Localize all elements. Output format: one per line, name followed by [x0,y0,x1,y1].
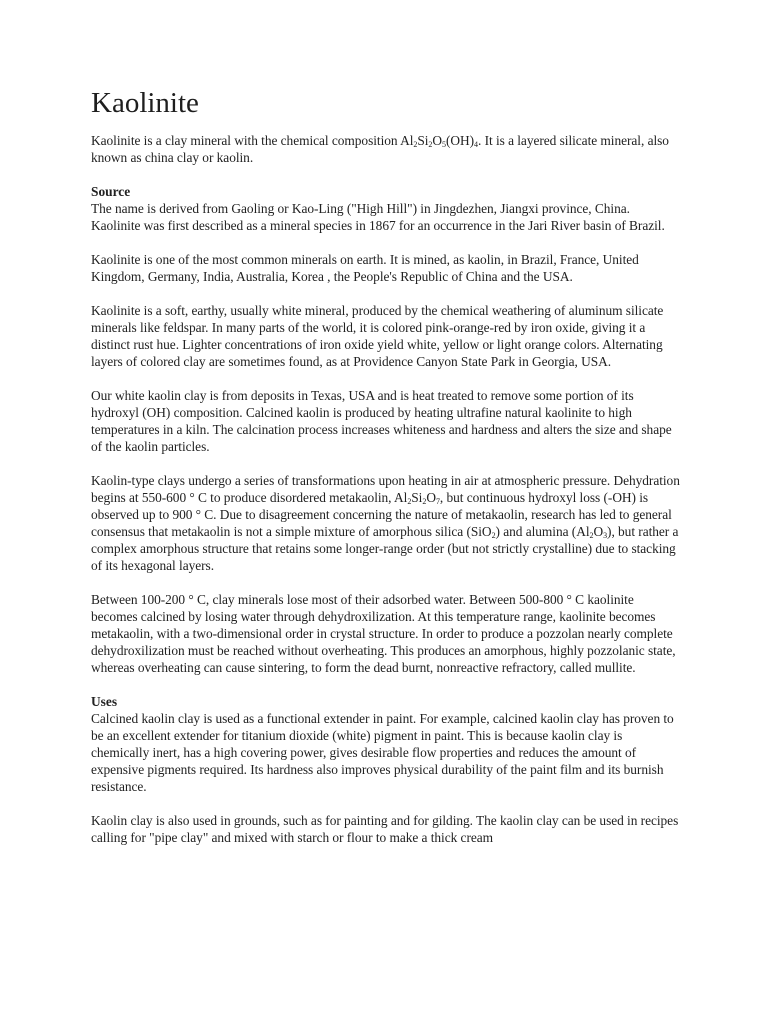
intro-text-a: Kaolinite is a clay mineral with the chemical composition Al [91,133,414,148]
p5-text-a: Kaolin-type clays undergo a series of transformations upon heating in air at atmospheric pressure. Dehydration begins at 550-600 ° C to produce disordered metakaolin, Al [91,473,680,505]
subscript: 2 [422,497,427,506]
source-heading: Source [91,184,131,199]
p5-text-c: O [426,490,436,505]
source-paragraph-6: Between 100-200 ° C, clay minerals lose most of their adsorbed water. Between 500-800 ° C kaolinite becomes calcined by losing water through dehydroxilization. At this temperature range, kaolinite becomes metakaolin, with a two-dimensional order in crystal structure. In order to produce a pozzolan nearly complete dehydroxilization must be reached without overheating. This produces an amorphous, highly pozzolanic state, whereas overheating can cause sintering, to form the dead burnt, nonreactive refractory, called mullite. [91,592,676,675]
page-title: Kaolinite [91,87,199,119]
source-paragraph-1: The name is derived from Gaoling or Kao-Ling ("High Hill") in Jingdezhen, Jiangxi province, China. Kaolinite was first described as a mineral species in 1867 for an occurrence in the Jari River basin of Brazil. [91,201,665,233]
subscript: 4 [474,140,478,149]
source-paragraph-3: Kaolinite is a soft, earthy, usually white mineral, produced by the chemical weathering of aluminum silicate minerals like feldspar. In many parts of the world, it is colored pink-orange-red by iron oxide, giving it a distinct rust hue. Lighter concentrations of iron oxide yield white, yellow or light orange colors. Alternating layers of colored clay are sometimes found, as at Providence Canyon State Park in Georgia, USA. [91,303,664,369]
subscript: 5 [442,140,446,149]
subscript: 2 [491,531,496,540]
document-page [91,86,681,863]
source-paragraph-5 [91,472,681,574]
p5-text-g: ), but rather a complex amorphous structure that retains some longer-range order (but not strictly crystalline) due to stacking of its hexagonal layers. [91,524,679,573]
intro-text-b: Si [417,133,429,148]
uses-paragraph-1: Calcined kaolin clay is used as a functional extender in paint. For example, calcined kaolin clay has proven to be an excellent extender for titanium dioxide (white) pigment in paint. This is because kaolin clay is chemically inert, has a high covering power, gives desirable flow properties and reduces the amount of expensive pigments required. Its hardness also improves physical durability of the paint film and its burnish resistance. [91,711,674,794]
intro-paragraph [91,132,681,166]
p5-text-b: Si [411,490,423,505]
subscript: 2 [413,140,418,149]
subscript: 3 [603,531,608,540]
p5-text-e: ) and alumina (Al [495,524,590,539]
p5-text-d: , but continuous hydroxyl loss (-OH) is observed up to 900 ° C. Due to disagreement concerning the nature of metakaolin, research has led to general consensus that metakaolin is not a simple mixture of amorphous silica (SiO [91,490,672,539]
source-paragraph-2: Kaolinite is one of the most common minerals on earth. It is mined, as kaolin, in Brazil, France, United Kingdom, Germany, India, Australia, Korea , the People's Republic of China and the USA. [91,252,639,284]
p5-text-f: O [593,524,604,539]
intro-text-e: . It is a layered silicate mineral, also known as china clay or kaolin. [91,133,669,165]
subscript: 2 [428,140,433,149]
intro-text-c: O [432,133,442,148]
uses-heading: Uses [91,694,118,709]
subscript: 2 [407,497,412,506]
subscript: 7 [435,497,440,506]
source-paragraph-4: Our white kaolin clay is from deposits in Texas, USA and is heat treated to remove some portion of its hydroxyl (OH) composition. Calcined kaolin is produced by heating ultrafine natural kaolinite to high temperatures in a kiln. The calcination process increases whiteness and hardness and alters the size and shape of the kaolin particles. [91,388,672,454]
subscript: 2 [589,531,594,540]
intro-text-d: (OH) [445,133,475,148]
uses-paragraph-2: Kaolin clay is also used in grounds, such as for painting and for gilding. The kaolin clay can be used in recipes calling for "pipe clay" and mixed with starch or flour to make a thick cream [91,813,679,845]
